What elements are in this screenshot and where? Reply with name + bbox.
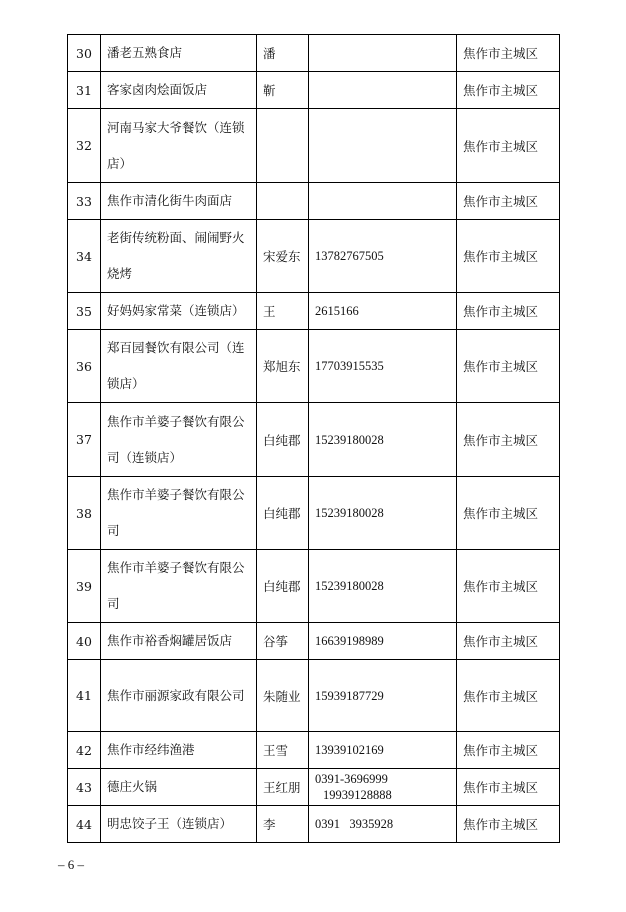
contact-person: 郑旭东 [257,330,309,403]
contact-person: 朱随业 [257,660,309,732]
row-number: 36 [68,330,101,403]
table-row [68,72,560,109]
business-name: 好妈妈家常菜（连锁店） [101,293,257,330]
phone-number: 0391 3935928 [315,817,394,831]
phone-number: 15239180028 [315,506,384,520]
district: 焦作市主城区 [457,769,560,806]
row-number: 42 [68,732,101,769]
table-row [68,183,560,220]
phone-cell [309,109,457,183]
business-name: 焦作市裕香焖罐居饭店 [101,623,257,660]
phone-number: 16639198989 [315,634,384,648]
phone-number: 15939187729 [315,688,384,703]
row-number: 40 [68,623,101,660]
contact-person: 宋爱东 [257,220,309,293]
contact-person: 白纯郡 [257,477,309,550]
page-number: – 6 – [58,857,84,872]
phone-number: 19939128888 [323,788,392,802]
phone-number: 15239180028 [315,579,384,593]
district: 焦作市主城区 [457,550,560,623]
contact-person [257,109,309,183]
district: 焦作市主城区 [457,109,560,183]
phone-number: 15239180028 [315,432,384,447]
business-name: 河南马家大爷餐饮（连锁店） [101,109,257,183]
contact-person: 白纯郡 [257,403,309,477]
phone-cell [309,72,457,109]
row-number: 33 [68,183,101,220]
business-name: 潘老五熟食店 [101,35,257,72]
row-number: 32 [68,109,101,183]
phone-cell [309,220,457,293]
district: 焦作市主城区 [457,806,560,843]
phone-number: 0391-3696999 [315,772,388,786]
contact-person: 王红朋 [257,769,309,806]
table-row [68,403,560,477]
district: 焦作市主城区 [457,72,560,109]
table-row [68,769,560,806]
business-name: 德庄火锅 [101,769,257,806]
district: 焦作市主城区 [457,623,560,660]
phone-cell [309,660,457,732]
row-number: 34 [68,220,101,293]
row-number: 43 [68,769,101,806]
district: 焦作市主城区 [457,330,560,403]
table-row [68,293,560,330]
phone-cell [309,183,457,220]
restaurant-roster-table [67,34,560,843]
table-row [68,806,560,843]
business-name: 焦作市经纬渔港 [101,732,257,769]
district: 焦作市主城区 [457,35,560,72]
contact-person: 王雪 [257,732,309,769]
phone-number: 2615166 [315,304,359,318]
table-row [68,623,560,660]
business-name: 焦作市丽源家政有限公司 [101,660,257,732]
district: 焦作市主城区 [457,403,560,477]
row-number: 35 [68,293,101,330]
district: 焦作市主城区 [457,220,560,293]
phone-number: 17703915535 [315,359,384,373]
business-name: 明忠饺子王（连锁店） [101,806,257,843]
row-number: 31 [68,72,101,109]
contact-person: 谷筝 [257,623,309,660]
phone-cell [309,623,457,660]
contact-person: 白纯郡 [257,550,309,623]
district: 焦作市主城区 [457,660,560,732]
business-name: 焦作市羊婆子餐饮有限公司（连锁店） [101,403,257,477]
phone-cell [309,769,457,806]
row-number: 41 [68,660,101,732]
phone-number: 13782767505 [315,249,384,263]
table-row [68,330,560,403]
table-row [68,220,560,293]
row-number: 38 [68,477,101,550]
business-name: 郑百园餐饮有限公司（连锁店） [101,330,257,403]
contact-person: 靳 [257,72,309,109]
table-row [68,477,560,550]
phone-cell [309,806,457,843]
business-name: 老街传统粉面、闹闹野火烧烤 [101,220,257,293]
contact-person [257,183,309,220]
contact-person: 潘 [257,35,309,72]
table-row [68,660,560,732]
district: 焦作市主城区 [457,732,560,769]
roster-body [68,35,560,843]
business-name: 焦作市清化街牛肉面店 [101,183,257,220]
table-row [68,109,560,183]
table-row [68,732,560,769]
phone-number: 13939102169 [315,743,384,757]
phone-cell [309,330,457,403]
business-name: 客家卤肉烩面饭店 [101,72,257,109]
business-name: 焦作市羊婆子餐饮有限公司 [101,550,257,623]
contact-person: 王 [257,293,309,330]
table-row [68,550,560,623]
phone-cell [309,293,457,330]
business-name: 焦作市羊婆子餐饮有限公司 [101,477,257,550]
row-number: 44 [68,806,101,843]
phone-cell [309,403,457,477]
district: 焦作市主城区 [457,293,560,330]
table-row [68,35,560,72]
contact-person: 李 [257,806,309,843]
row-number: 37 [68,403,101,477]
district: 焦作市主城区 [457,183,560,220]
row-number: 39 [68,550,101,623]
phone-cell [309,550,457,623]
row-number: 30 [68,35,101,72]
phone-cell [309,732,457,769]
district: 焦作市主城区 [457,477,560,550]
phone-cell [309,35,457,72]
phone-cell [309,477,457,550]
